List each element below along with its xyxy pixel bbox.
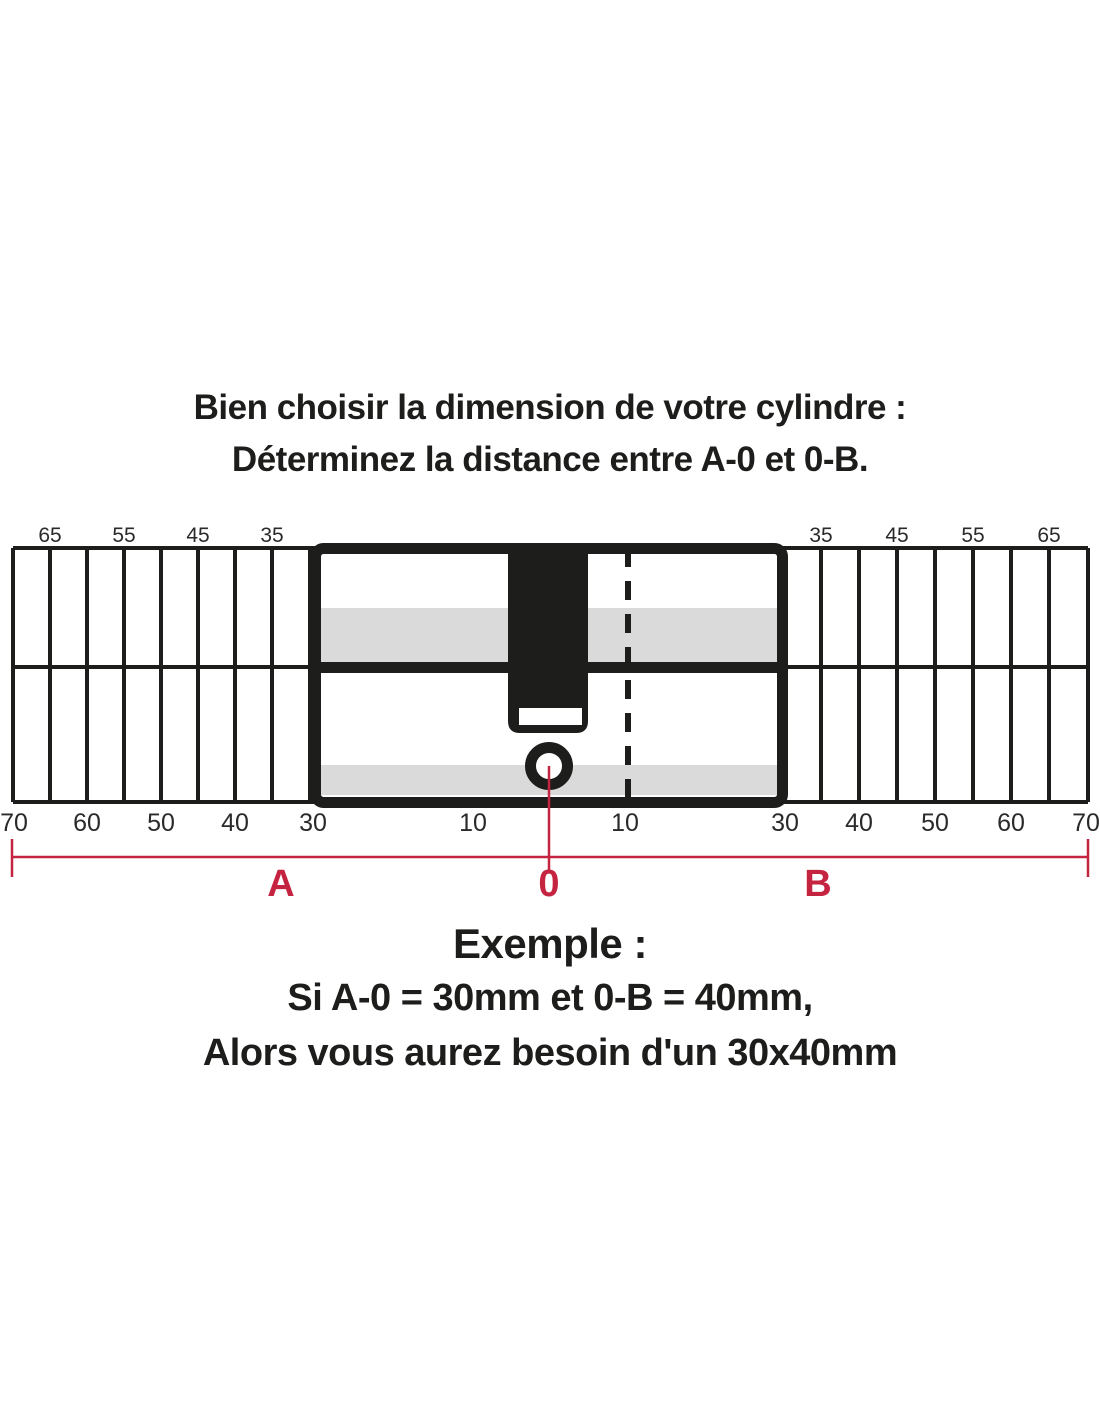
- ruler-tick-label: 35: [260, 524, 284, 547]
- page-title: [0, 382, 1100, 486]
- ruler-tick-label: 65: [1037, 524, 1061, 547]
- ruler-tick-label: 70: [0, 809, 28, 837]
- ruler-tick-label: 35: [809, 524, 833, 547]
- ruler-tick-label: 40: [845, 809, 873, 837]
- cylinder-core: [508, 543, 588, 733]
- ruler-tick-label: 45: [885, 524, 909, 547]
- right-ruler: [778, 548, 1088, 802]
- ruler-tick-label: 55: [112, 524, 136, 547]
- ruler-tick-label: 60: [997, 809, 1025, 837]
- ruler-tick-label: 40: [221, 809, 249, 837]
- ruler-tick-label: 45: [186, 524, 210, 547]
- ruler-tick-label: 10: [611, 809, 639, 837]
- left-ruler: [13, 548, 320, 802]
- title-line-1: Bien choisir la dimension de votre cylindre :: [193, 388, 907, 427]
- title-line-2: Déterminez la distance entre A-0 et 0-B.: [231, 440, 869, 479]
- example-line-1: Exemple :: [453, 920, 647, 967]
- ruler-tick-label: 65: [38, 524, 62, 547]
- ruler-tick-label: 50: [147, 809, 175, 837]
- left-ruler-top-labels: [38, 524, 283, 547]
- ruler-tick-label: 50: [921, 809, 949, 837]
- ruler-tick-label: 30: [771, 809, 799, 837]
- example-line-2: Si A-0 = 30mm et 0-B = 40mm,: [287, 977, 813, 1019]
- example-text: [0, 916, 1100, 1081]
- dimension-label-a: A: [267, 863, 295, 905]
- example-line-3: Alors vous aurez besoin d'un 30x40mm: [202, 1032, 898, 1074]
- ruler-tick-label: 30: [299, 809, 327, 837]
- cylinder-dimension-diagram: [0, 505, 1100, 905]
- dimension-label-zero: 0: [538, 863, 560, 905]
- right-ruler-top-labels: [809, 524, 1060, 547]
- left-ruler-bottom-labels: [0, 809, 327, 837]
- right-ruler-bottom-labels: [771, 809, 1100, 837]
- ruler-tick-label: 10: [459, 809, 487, 837]
- ruler-tick-label: 55: [961, 524, 985, 547]
- ruler-tick-label: 60: [73, 809, 101, 837]
- ruler-tick-label: 70: [1072, 809, 1100, 837]
- dimension-label-b: B: [804, 863, 832, 905]
- keyway-slot: [519, 708, 582, 725]
